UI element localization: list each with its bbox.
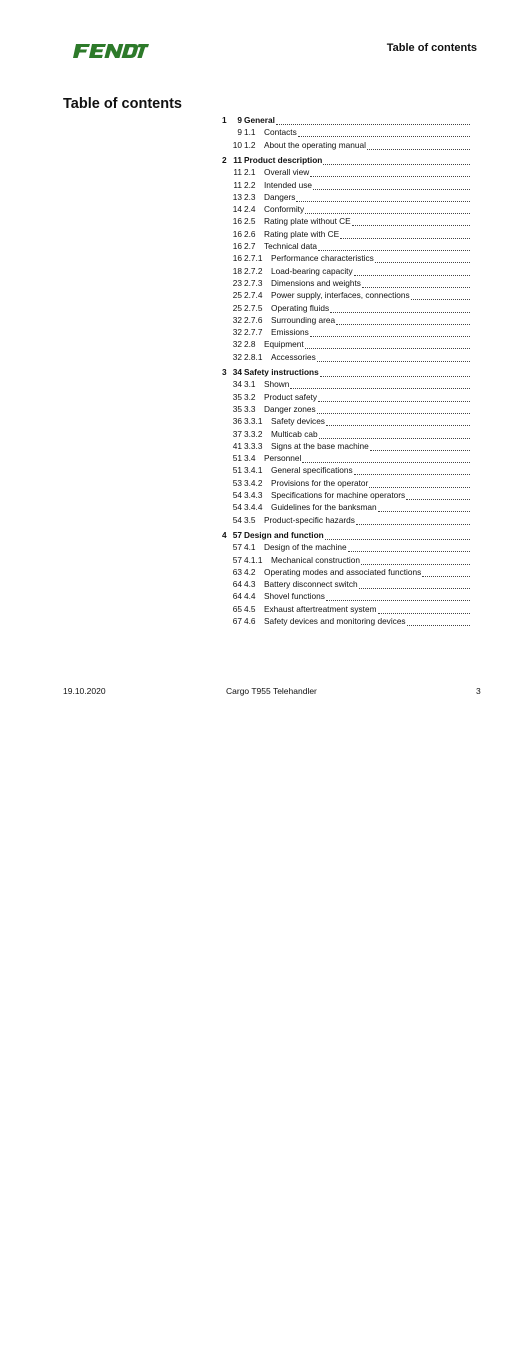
toc-entry-title: Emissions — [271, 327, 309, 338]
toc-entry-number: 2.7.4 — [244, 290, 263, 301]
toc-entry-title: Surrounding area — [271, 314, 336, 325]
toc-entry-page: 23 — [232, 277, 242, 288]
toc-leader-dots — [361, 554, 470, 565]
toc-entry-title: Danger zones — [264, 403, 316, 414]
fendt-logo — [73, 43, 149, 64]
toc-entry-title: Exhaust aftertreatment system — [264, 603, 377, 614]
toc-chapter[interactable] — [222, 114, 484, 126]
toc-entry-page: 16 — [232, 241, 242, 251]
toc-entry[interactable] — [222, 428, 484, 440]
toc-entry-title: Power supply, interfaces, connections — [271, 290, 410, 301]
toc-entry-page: 57 — [232, 554, 242, 565]
toc-entry-number: 2.7.7 — [244, 327, 263, 338]
toc-entry[interactable] — [222, 603, 484, 615]
toc-leader-dots — [367, 139, 470, 150]
toc-entry-title: Mechanical construction — [271, 554, 361, 565]
toc-leader-dots — [378, 501, 470, 512]
toc-entry-number: 3.4.4 — [244, 502, 263, 513]
toc-leader-dots — [422, 566, 470, 577]
toc-entry-title: Equipment — [264, 339, 304, 350]
toc-entry-number: 2.7.2 — [244, 265, 263, 276]
toc-entry[interactable] — [222, 554, 484, 566]
toc-entry-page: 36 — [232, 416, 242, 427]
footer-product: Cargo T955 Telehandler — [226, 686, 317, 696]
toc-chapter[interactable] — [222, 154, 484, 166]
toc-entry-title: Signs at the base machine — [271, 440, 369, 451]
toc-entry[interactable] — [222, 501, 484, 513]
toc-entry[interactable] — [222, 338, 484, 350]
toc-entry-title: Rating plate with CE — [264, 228, 340, 239]
toc-entry-title: Rating plate without CE — [264, 216, 351, 227]
toc-entry-page: 65 — [232, 603, 242, 614]
toc-entry-title: Design of the machine — [264, 542, 347, 553]
toc-entry[interactable] — [222, 578, 484, 590]
toc-entry-number: 3.4.3 — [244, 490, 263, 500]
toc-entry[interactable] — [222, 166, 484, 178]
toc-leader-dots — [317, 403, 470, 414]
toc-entry[interactable] — [222, 289, 484, 301]
toc-chapter[interactable] — [222, 366, 484, 378]
toc-entry-number: 3 — [222, 367, 227, 377]
toc-entry-title: Shown — [264, 379, 290, 390]
toc-entry-page: 54 — [232, 514, 242, 525]
toc-entry-title: Personnel — [264, 453, 302, 464]
toc-entry-number: 4.6 — [244, 616, 256, 626]
toc-entry-number: 2.8.1 — [244, 351, 263, 362]
toc-entry-title: Intended use — [264, 179, 312, 190]
toc-leader-dots — [310, 166, 470, 177]
toc-entry[interactable] — [222, 277, 484, 289]
toc-leader-dots — [411, 289, 470, 300]
toc-entry-title: Contacts — [264, 127, 297, 138]
toc-entry[interactable] — [222, 452, 484, 464]
toc-entry[interactable] — [222, 351, 484, 363]
toc-entry-page: 64 — [232, 591, 242, 602]
toc-leader-dots — [375, 252, 470, 263]
toc-entry[interactable] — [222, 203, 484, 215]
toc-entry-number: 2.8 — [244, 339, 256, 350]
toc-entry-number: 4.1.1 — [244, 554, 263, 565]
toc-entry-number: 2.7.1 — [244, 253, 263, 264]
toc-entry-number: 3.4.1 — [244, 465, 263, 476]
header-title: Table of contents — [386, 42, 477, 54]
toc-entry-number: 3.4.2 — [244, 477, 263, 488]
toc-leader-dots — [276, 114, 470, 125]
toc-leader-dots — [406, 489, 470, 500]
toc-leader-dots — [325, 529, 470, 540]
toc-entry-title: Dangers — [264, 191, 296, 202]
toc-entry-number: 2 — [222, 154, 227, 165]
toc-entry-title: Battery disconnect switch — [264, 579, 358, 590]
toc-entry-number: 3.3.3 — [244, 440, 263, 451]
toc-entry-title: Performance characteristics — [271, 253, 374, 264]
toc-leader-dots — [352, 215, 470, 226]
toc-entry-title: Design and function — [244, 529, 324, 540]
toc-entry-page: 9 — [237, 115, 242, 125]
toc-entry-title: Accessories — [271, 351, 316, 362]
toc-leader-dots — [319, 428, 470, 439]
toc-entry-page: 32 — [232, 327, 242, 338]
toc-entry[interactable] — [222, 302, 484, 314]
toc-entry-number: 1.2 — [244, 139, 256, 150]
toc-entry-page: 67 — [232, 616, 242, 626]
toc-entry-page: 16 — [232, 253, 242, 264]
toc-entry[interactable] — [222, 415, 484, 427]
toc-chapter[interactable] — [222, 529, 484, 541]
toc-leader-dots — [305, 338, 470, 349]
toc-leader-dots — [354, 265, 470, 276]
toc-leader-dots — [369, 477, 470, 488]
toc-entry-page: 35 — [232, 403, 242, 414]
toc-entry[interactable] — [222, 541, 484, 553]
toc-leader-dots — [326, 590, 470, 601]
toc-entry[interactable] — [222, 139, 484, 151]
toc-entry[interactable] — [222, 191, 484, 203]
toc-entry-title: General specifications — [271, 465, 353, 476]
toc-entry-page: 10 — [232, 139, 242, 150]
toc-entry-page: 54 — [232, 502, 242, 513]
toc-entry-title: Safety devices — [271, 416, 325, 427]
toc-entry-number: 3.1 — [244, 379, 256, 390]
toc-entry-page: 57 — [232, 529, 242, 540]
toc-entry[interactable] — [222, 477, 484, 489]
toc-entry-title: Conformity — [264, 204, 305, 215]
toc-entry-page: 32 — [232, 314, 242, 325]
fendt-logo-mark — [73, 43, 149, 59]
toc-leader-dots — [356, 514, 470, 525]
toc-entry-page: 11 — [233, 154, 242, 165]
toc-entry-title: General — [244, 115, 275, 125]
toc-leader-dots — [310, 326, 470, 337]
toc-entry-number: 3.3.1 — [244, 416, 263, 427]
toc-entry-number: 2.7.5 — [244, 302, 263, 313]
toc-entry-title: Technical data — [264, 241, 318, 251]
toc-entry-page: 51 — [232, 453, 242, 464]
toc-leader-dots — [359, 578, 470, 589]
toc-entry-number: 2.6 — [244, 228, 256, 239]
toc-entry-page: 34 — [232, 367, 242, 377]
toc-entry-page: 57 — [232, 542, 242, 553]
toc-leader-dots — [336, 314, 470, 325]
toc-leader-dots — [370, 440, 470, 451]
toc-entry[interactable] — [222, 514, 484, 526]
toc-leader-dots — [320, 366, 470, 377]
toc-entry-number: 2.3 — [244, 191, 256, 202]
toc-entry-number: 3.2 — [244, 391, 256, 402]
toc-entry[interactable] — [222, 240, 484, 252]
toc-entry-number: 1 — [222, 115, 227, 125]
toc-leader-dots — [290, 378, 470, 389]
toc-entry-page: 63 — [232, 566, 242, 577]
toc-entry-page: 41 — [232, 440, 242, 451]
toc-leader-dots — [326, 415, 470, 426]
toc-entry-page: 34 — [232, 379, 242, 390]
toc-entry[interactable] — [222, 179, 484, 191]
toc-entry-page: 25 — [232, 290, 242, 301]
toc-leader-dots — [318, 240, 470, 251]
toc-entry-title: Product safety — [264, 391, 318, 402]
toc-entry-title: Specifications for machine operators — [271, 490, 406, 500]
toc-entry-page: 35 — [232, 391, 242, 402]
toc-entry-number: 1.1 — [244, 127, 256, 138]
toc-entry[interactable] — [222, 215, 484, 227]
toc-leader-dots — [407, 615, 470, 626]
toc-entry-page: 16 — [232, 228, 242, 239]
toc-leader-dots — [302, 452, 470, 463]
toc-entry-number: 2.2 — [244, 179, 256, 190]
toc-entry-page: 13 — [232, 191, 242, 202]
toc-entry-title: About the operating manual — [264, 139, 366, 150]
toc-entry-number: 4.4 — [244, 591, 256, 602]
toc-entry-number: 2.4 — [244, 204, 256, 215]
toc-entry-number: 3.3 — [244, 403, 256, 414]
toc-leader-dots — [330, 302, 470, 313]
toc-entry-title: Overall view — [264, 167, 310, 178]
toc-entry-title: Guidelines for the banksman — [271, 502, 377, 513]
toc-entry-page: 11 — [233, 179, 242, 190]
toc-leader-dots — [340, 228, 470, 239]
footer-date: 19.10.2020 — [63, 686, 106, 696]
toc-entry-page: 54 — [232, 490, 242, 500]
toc-entry[interactable] — [222, 590, 484, 602]
toc-leader-dots — [323, 154, 470, 165]
toc-leader-dots — [348, 541, 470, 552]
toc-entry-number: 4.5 — [244, 603, 256, 614]
toc-leader-dots — [362, 277, 470, 288]
toc-entry[interactable] — [222, 403, 484, 415]
toc-leader-dots — [317, 351, 470, 362]
toc-entry[interactable] — [222, 378, 484, 390]
toc-entry[interactable] — [222, 126, 484, 138]
toc-leader-dots — [354, 464, 470, 475]
toc-entry[interactable] — [222, 265, 484, 277]
toc-entry[interactable] — [222, 326, 484, 338]
toc-entry-page: 11 — [233, 167, 242, 178]
toc-entry-number: 2.7.3 — [244, 277, 263, 288]
toc-entry-title: Load-bearing capacity — [271, 265, 353, 276]
toc-leader-dots — [313, 179, 470, 190]
toc-entry-page: 16 — [232, 216, 242, 227]
toc-entry[interactable] — [222, 489, 484, 501]
toc-entry[interactable] — [222, 440, 484, 452]
toc-entry-number: 3.4 — [244, 453, 256, 464]
toc-leader-dots — [318, 391, 470, 402]
toc-entry-number: 2.7 — [244, 241, 256, 251]
toc-entry-title: Provisions for the operator — [271, 477, 369, 488]
toc-entry-page: 53 — [232, 477, 242, 488]
toc-entry[interactable] — [222, 615, 484, 627]
toc-entry-title: Safety devices and monitoring devices — [264, 616, 406, 626]
toc-entry[interactable] — [222, 464, 484, 476]
toc-entry-page: 64 — [232, 579, 242, 590]
toc-leader-dots — [305, 203, 470, 214]
toc-entry-page: 9 — [237, 127, 242, 138]
toc-entry-title: Product-specific hazards — [264, 514, 355, 525]
toc-entry-number: 4.3 — [244, 579, 256, 590]
toc-entry-number: 2.5 — [244, 216, 256, 227]
toc-entry-page: 32 — [232, 339, 242, 350]
toc-entry-title: Dimensions and weights — [271, 277, 361, 288]
toc-entry-title: Safety instructions — [244, 367, 319, 377]
toc-entry[interactable] — [222, 314, 484, 326]
toc-entry-title: Operating modes and associated functions — [264, 566, 422, 577]
toc-entry-number: 4 — [222, 529, 227, 540]
toc-entry-page: 51 — [232, 465, 242, 476]
toc-entry-number: 4.1 — [244, 542, 256, 553]
toc-entry-page: 14 — [232, 204, 242, 215]
toc-entry-title: Shovel functions — [264, 591, 325, 602]
toc-entry-number: 3.5 — [244, 514, 256, 525]
toc-entry-page: 37 — [232, 428, 242, 439]
toc-entry-number: 4.2 — [244, 566, 256, 577]
toc-entry-page: 18 — [232, 265, 242, 276]
toc-entry-title: Product description — [244, 154, 323, 165]
toc-leader-dots — [296, 191, 470, 202]
toc-entry-page: 32 — [232, 351, 242, 362]
toc-entry-title: Operating fluids — [271, 302, 330, 313]
toc-entry-number: 2.1 — [244, 167, 256, 178]
toc-entry[interactable] — [222, 566, 484, 578]
toc-entry[interactable] — [222, 228, 484, 240]
toc-entry-number: 3.3.2 — [244, 428, 263, 439]
footer-page-number: 3 — [476, 686, 481, 696]
page-title: Table of contents — [63, 96, 182, 112]
toc-leader-dots — [378, 603, 470, 614]
toc-entry[interactable] — [222, 252, 484, 264]
toc-entry-page: 25 — [232, 302, 242, 313]
toc-entry[interactable] — [222, 391, 484, 403]
toc-entry-number: 2.7.6 — [244, 314, 263, 325]
toc-leader-dots — [298, 126, 470, 137]
toc-entry-title: Multicab cab — [271, 428, 318, 439]
